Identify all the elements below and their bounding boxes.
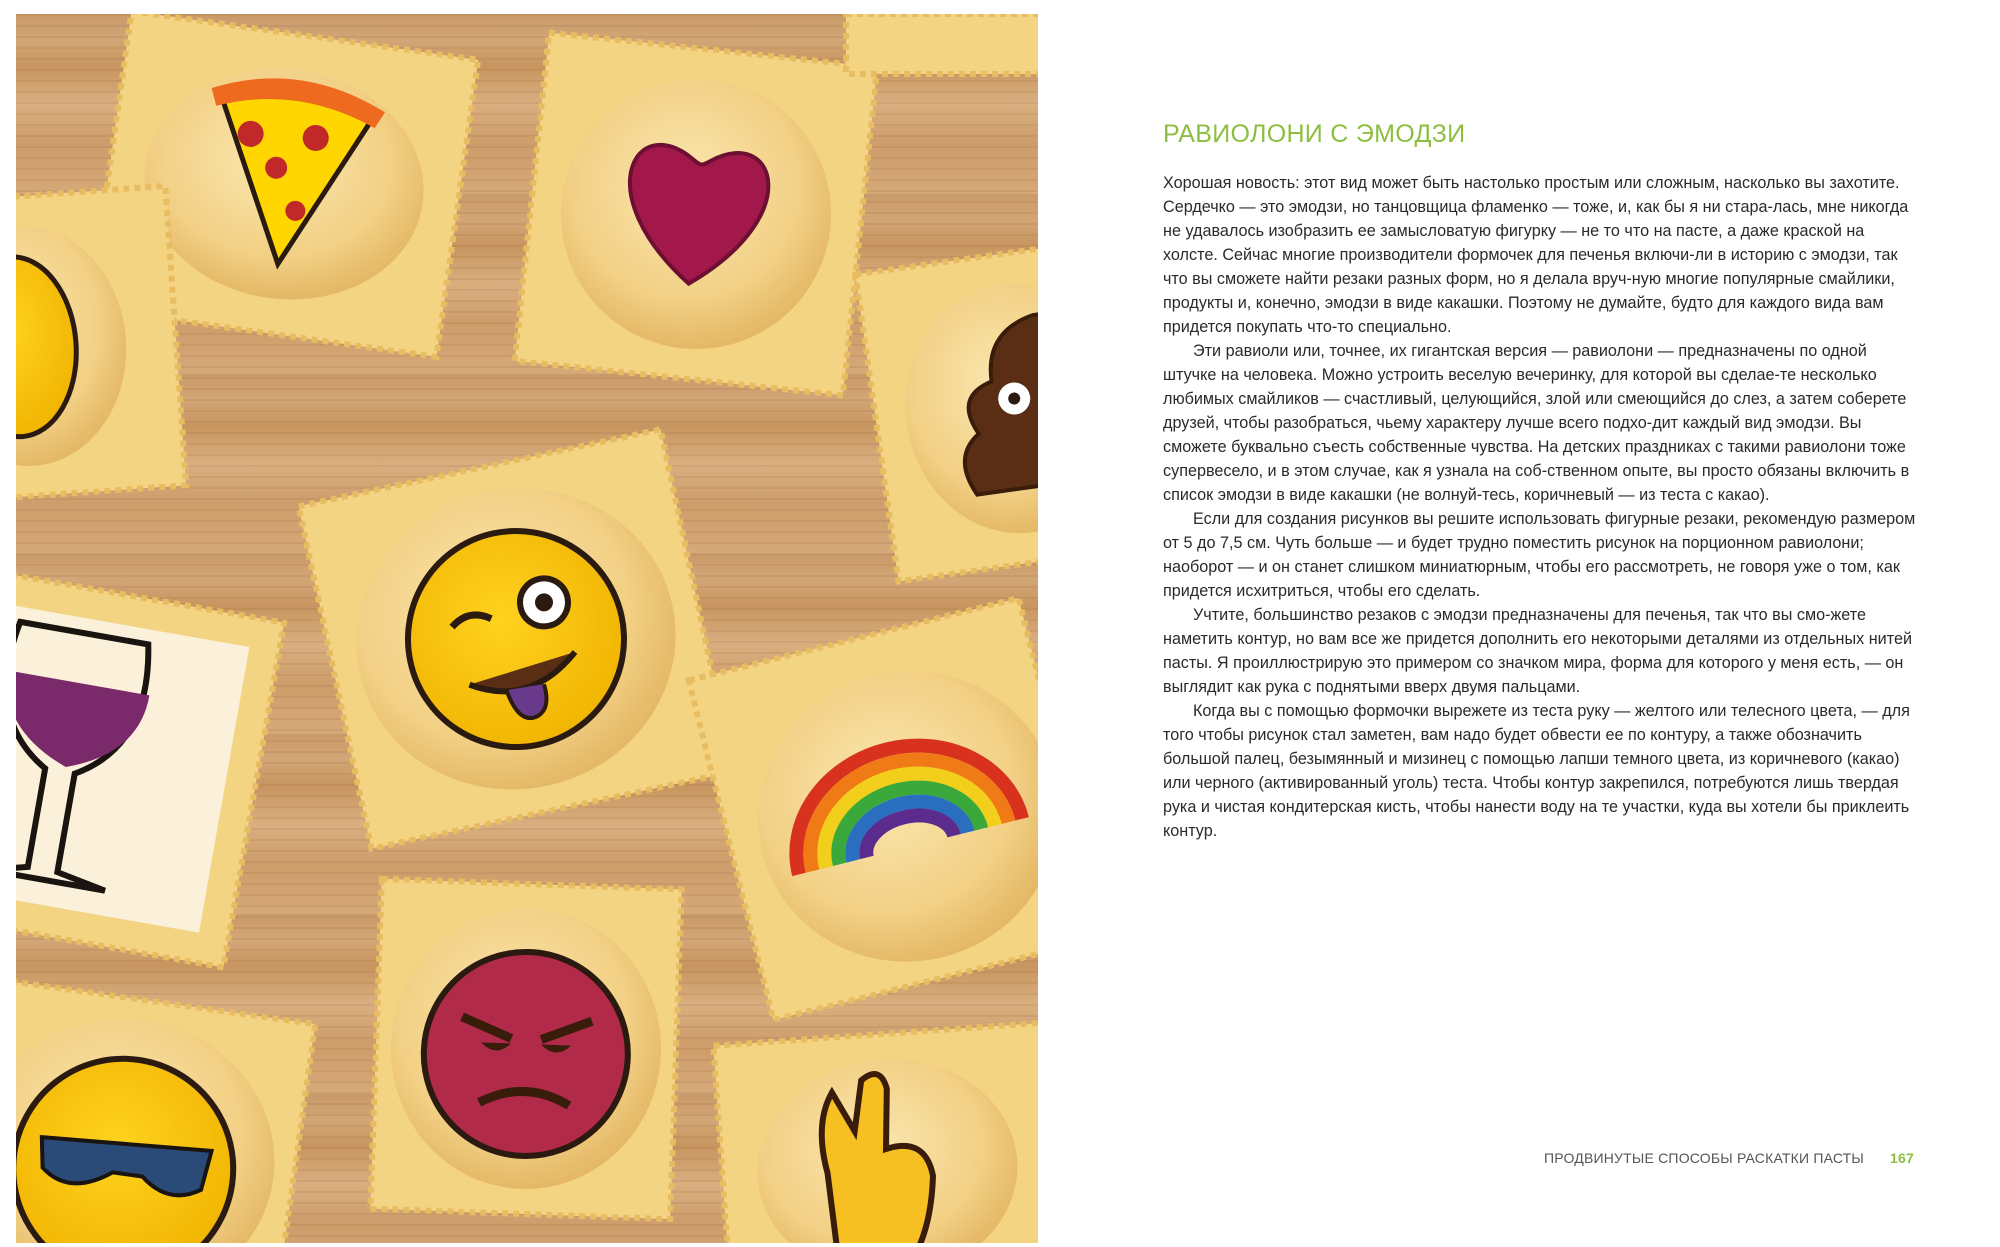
sunglasses-ravioli xyxy=(16,977,315,1243)
recipe-title: РАВИОЛОНИ С ЭМОДЗИ xyxy=(1163,120,1466,148)
peace-ravioli xyxy=(713,1023,1038,1243)
poop-ravioli xyxy=(855,240,1038,582)
winking-ravioli xyxy=(299,429,734,848)
section-title: ПРОДВИНУТЫЕ СПОСОБЫ РАСКАТКИ ПАСТЫ xyxy=(1543,1150,1865,1166)
rainbow-ravioli xyxy=(689,598,1038,1020)
paragraph: Когда вы с помощью формочки вырежете из теста руку — желтого или телесного цвета, — для того чтобы рисунок стал заметен, вам надо будет обвести ее по контуру, а также обозначить большой палец, безымянный и мизинец с помощью лапши темного цвета, из коричневого (какао) или черного (активированный уголь) теста. Чтобы контур закрепился, потребуются лишь твердая рука и чистая кондитерская кисть, чтобы нанести воду на те участки, куда вы хотели бы приклеить контур. xyxy=(1163,702,1910,840)
page-footer xyxy=(1544,1150,1914,1166)
ravioli-photo xyxy=(16,14,1038,1243)
page-number: 167 xyxy=(1890,1150,1914,1166)
angry-ravioli xyxy=(370,879,681,1219)
wine-ravioli xyxy=(16,569,284,968)
paragraph: Учтите, большинство резаков с эмодзи предназначены для печенья, так что вы смо-жете наметить контур, но вам все же придется дополнить его некоторыми деталями из отдельных нитей пасты. Я проиллюстрирую это примером со значком мира, форма для которого у меня есть, — он выглядит как рука с поднятыми вверх двумя пальцами. xyxy=(1163,606,1912,696)
heart-ravioli xyxy=(515,33,878,396)
smiley-edge-ravioli xyxy=(16,186,186,503)
paragraph: Хорошая новость: этот вид может быть настолько простым или сложным, насколько вы захотите. Сердечко — это эмодзи, но танцовщица фламенко — тоже, и, как бы я ни стара-лась, мне никогда не удавалось изобразить ее замысловатую фигурку — не то что на пасте, а даже краской на холсте. Сейчас многие производители формочек для печенья включи-ли в историю с эмодзи, так что вы сможете найти резаки разных форм, но я делала вруч-ную многие популярные смайлики, продукты и, конечно, эмодзи в виде какашки. Поэтому не думайте, будто для каждого вида вам придется покупать что-то специально. xyxy=(1163,174,1909,336)
paragraph: Эти равиоли или, точнее, их гигантская версия — равиолони — предназначены по одной штучке на человека. Можно устроить веселую вечеринку, для которой вы сделае-те несколько любимых смайликов — счастливый, целующийся, злой или смеющийся до слез, а затем соберете друзей, чтобы разобраться, чьему характеру лучше всего подхо-дит каждый вид эмодзи. Вы сможете буквально съесть собственные чувства. На детских праздниках с такими равиолони тоже супервесело, и в этом случае, как я узнала на соб-ственном опыте, вы просто обязаны включить в список эмодзи в виде какашки (не волнуй-тесь, коричневый — из теста с какао). xyxy=(1163,342,1910,504)
paragraph: Если для создания рисунков вы решите использовать фигурные резаки, рекомендую размером от 5 до 7,5 см. Чуть больше — и будет трудно поместить рисунок на порционном равиолони; наоборот — и он станет слишком миниатюрным, чтобы его рассмотреть, не говоря уже о том, как придется исхитриться, чтобы его сделать. xyxy=(1163,510,1916,600)
text-page xyxy=(1163,120,1923,843)
partial-ravioli-top xyxy=(846,14,1038,74)
angry-face-emoji xyxy=(420,948,631,1159)
body-text xyxy=(1163,171,1923,843)
